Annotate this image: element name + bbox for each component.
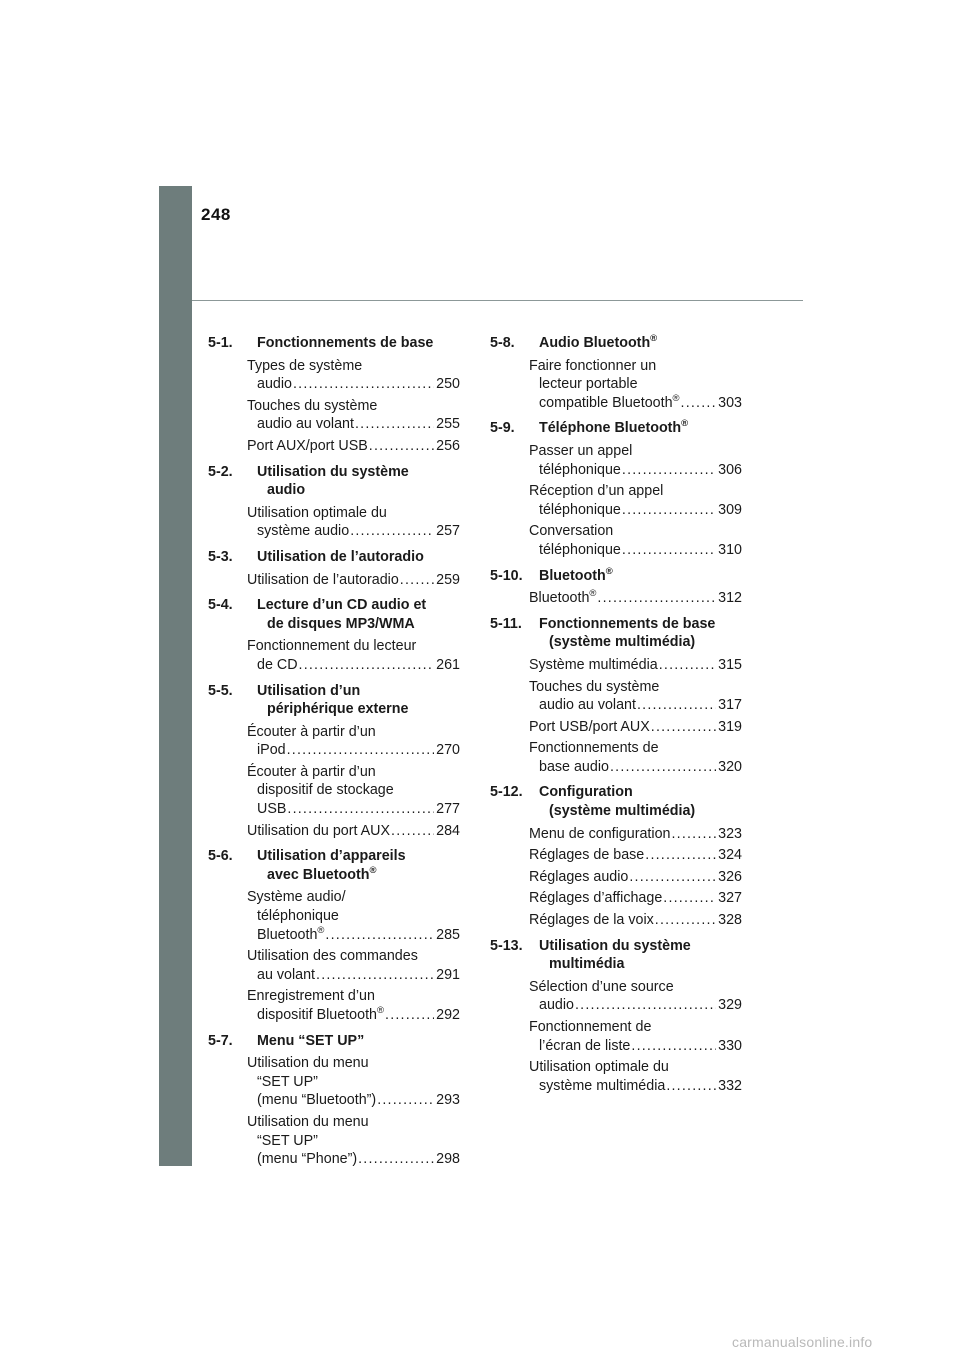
section-title-line: Téléphone Bluetooth® (539, 418, 689, 437)
entry-leader-line (529, 656, 742, 675)
entry-text-line: Réglages d’affichage (529, 890, 663, 907)
dot-leader (659, 656, 716, 675)
dot-leader (325, 926, 434, 945)
dot-leader (663, 889, 716, 908)
toc-entry[interactable] (490, 522, 742, 559)
entry-leader-line (529, 825, 742, 844)
toc-entry[interactable] (490, 1018, 742, 1055)
entry-text-line: “SET UP” (257, 1132, 318, 1149)
entry-text-line: audio (257, 376, 292, 393)
toc-entry[interactable] (208, 723, 460, 760)
entry-leader-line (529, 541, 742, 560)
section-title-line: Utilisation du système (539, 937, 691, 954)
entry-leader-line (247, 375, 460, 394)
page-ref[interactable]: 285 (436, 926, 460, 943)
toc-entry[interactable] (490, 978, 742, 1015)
section-number: 5-3. (208, 548, 233, 565)
dot-leader (597, 589, 716, 608)
dot-leader (681, 394, 717, 413)
entry-text-line: dispositif de stockage (257, 782, 394, 799)
page-ref[interactable]: 303 (718, 394, 742, 411)
entry-text-line: système audio (257, 523, 350, 540)
entry-leader-line (529, 911, 742, 930)
section-heading (490, 937, 742, 974)
toc-section (490, 783, 742, 929)
page-ref[interactable]: 270 (436, 742, 460, 759)
entry-text-line: Types de système (247, 357, 363, 374)
entry-leader-line (247, 1091, 460, 1110)
toc-section (490, 334, 742, 412)
entry-text-line: Réglages de base (529, 847, 645, 864)
section-title-line: Fonctionnements de base (539, 615, 716, 632)
toc-section (208, 682, 460, 841)
toc-column-left (208, 334, 460, 1176)
toc-entry[interactable] (208, 397, 460, 434)
section-heading (490, 419, 742, 438)
dot-leader (610, 758, 716, 777)
page-ref[interactable]: 326 (718, 868, 742, 885)
entry-text-line: téléphonique (257, 908, 339, 925)
dot-leader (629, 868, 716, 887)
entry-text-line: téléphonique (539, 501, 621, 518)
toc-section (490, 937, 742, 1096)
page-ref[interactable]: 261 (436, 656, 460, 673)
toc-entry[interactable] (490, 739, 742, 776)
page-ref[interactable]: 256 (436, 437, 460, 454)
page-ref[interactable]: 292 (436, 1007, 460, 1023)
dot-leader (666, 1077, 716, 1096)
page-ref[interactable]: 330 (718, 1037, 742, 1054)
entry-text-line: (menu “Phone”) (257, 1151, 358, 1168)
page-ref[interactable]: 310 (718, 541, 742, 558)
section-number: 5-8. (490, 335, 515, 351)
entry-text-line: au volant (257, 966, 316, 983)
registered-mark: ® (650, 333, 658, 344)
page-ref[interactable]: 320 (718, 758, 742, 775)
section-heading (208, 1032, 460, 1051)
toc-entry[interactable] (208, 504, 460, 541)
page-ref[interactable]: 250 (436, 376, 460, 393)
entry-text-line: Menu de configuration (529, 825, 671, 842)
section-number: 5-4. (208, 597, 233, 614)
toc-entry[interactable] (208, 763, 460, 819)
page-ref[interactable]: 257 (436, 523, 460, 540)
toc-section (208, 1032, 460, 1169)
entry-text-line: USB (257, 801, 287, 818)
entry-text-line: Touches du système (247, 397, 378, 414)
section-number: 5-6. (208, 848, 233, 865)
entry-text-line: l’écran de liste (539, 1037, 631, 1054)
entry-text-line: Faire fonctionner un (529, 357, 657, 374)
section-number: 5-1. (208, 335, 233, 351)
dot-leader (385, 1006, 434, 1025)
section-number: 5-13. (490, 937, 523, 954)
dot-leader (358, 1150, 434, 1169)
entry-text-line: dispositif Bluetooth® (257, 1005, 385, 1023)
section-heading (490, 783, 742, 820)
watermark-text: carmanualsonline.info (732, 1334, 873, 1350)
page-ref[interactable]: 328 (718, 912, 742, 929)
dot-leader (293, 375, 434, 394)
toc-section (208, 463, 460, 541)
page-ref[interactable]: 293 (436, 1092, 460, 1109)
entry-text-line: Système audio/ (247, 889, 346, 906)
entry-leader-line (529, 846, 742, 865)
entry-text-line: Utilisation optimale du (247, 504, 387, 521)
entry-text-line: Réception d’un appel (529, 483, 664, 500)
registered-mark: ® (589, 588, 597, 600)
toc-entry[interactable] (208, 822, 460, 841)
entry-text-line: Utilisation de l’autoradio (247, 571, 399, 588)
entry-leader-line (529, 718, 742, 737)
dot-leader (299, 656, 435, 675)
section-heading (490, 615, 742, 652)
entry-leader-line (529, 758, 742, 777)
toc-section (208, 548, 460, 589)
page-ref[interactable]: 277 (436, 801, 460, 818)
page-ref[interactable]: 323 (718, 825, 742, 842)
entry-leader-line (247, 1006, 460, 1025)
toc-section (490, 615, 742, 777)
entry-text-line: Passer un appel (529, 442, 633, 459)
entry-text-line: Bluetooth® (529, 588, 597, 607)
page-ref[interactable]: 291 (436, 966, 460, 983)
registered-mark: ® (377, 1005, 385, 1016)
entry-leader-line (247, 741, 460, 760)
section-number: 5-10. (490, 567, 523, 584)
section-number: 5-2. (208, 463, 233, 480)
toc-section (208, 596, 460, 674)
toc-entry[interactable] (208, 987, 460, 1024)
toc-section (490, 567, 742, 608)
entry-text-line: Sélection d’une source (529, 978, 674, 995)
registered-mark: ® (317, 924, 325, 936)
dot-leader (622, 461, 716, 480)
entry-leader-line (247, 656, 460, 675)
section-heading (208, 596, 460, 633)
toc-entry[interactable] (490, 589, 742, 608)
entry-text-line: Écouter à partir d’un (247, 763, 376, 780)
registered-mark: ® (605, 565, 613, 577)
toc-entry[interactable] (490, 889, 742, 908)
page-ref[interactable]: 306 (718, 461, 742, 478)
section-number: 5-5. (208, 682, 233, 699)
page-ref[interactable]: 315 (718, 656, 742, 673)
registered-mark: ® (672, 392, 680, 404)
entry-text-line: Port AUX/port USB (247, 437, 368, 454)
entry-leader-line (247, 800, 460, 819)
section-title-line: Bluetooth® (539, 565, 613, 584)
dot-leader (287, 741, 435, 760)
section-heading (490, 567, 742, 586)
dot-leader (622, 541, 716, 560)
dot-leader (637, 696, 716, 715)
section-title-line: Utilisation d’appareils (257, 848, 406, 865)
entry-text-line: “SET UP” (257, 1073, 318, 1090)
page-number: 248 (201, 205, 231, 224)
section-heading (208, 548, 460, 567)
section-title-line: Configuration (539, 784, 633, 801)
section-heading (490, 334, 742, 353)
entry-leader-line (247, 966, 460, 985)
toc-entry[interactable] (490, 868, 742, 887)
section-number: 5-7. (208, 1032, 233, 1049)
toc-entry[interactable] (490, 442, 742, 479)
page-ref[interactable]: 324 (718, 847, 742, 864)
dot-leader (316, 966, 434, 985)
section-title-line: (système multimédia) (549, 803, 696, 820)
entry-leader-line (247, 822, 460, 841)
entry-leader-line (247, 437, 460, 456)
toc-entry[interactable] (208, 1054, 460, 1110)
entry-text-line: audio (539, 997, 574, 1014)
toc-section (208, 334, 460, 456)
entry-text-line: de CD (257, 656, 298, 673)
dot-leader (350, 522, 434, 541)
toc-entry[interactable] (208, 571, 460, 590)
entry-leader-line (529, 394, 742, 413)
section-title-line: de disques MP3/WMA (267, 615, 415, 632)
entry-text-line: compatible Bluetooth® (539, 392, 680, 411)
registered-mark: ® (681, 418, 689, 430)
dot-leader (287, 800, 434, 819)
entry-text-line: Conversation (529, 523, 614, 540)
entry-leader-line (529, 1037, 742, 1056)
dot-leader (631, 1037, 716, 1056)
entry-text-line: lecteur portable (539, 376, 638, 393)
page-ref[interactable]: 259 (436, 571, 460, 588)
page-ref[interactable]: 327 (718, 890, 742, 907)
entry-text-line: (menu “Bluetooth”) (257, 1092, 377, 1109)
dot-leader (645, 846, 716, 865)
section-title-line: Menu “SET UP” (257, 1032, 365, 1049)
toc-section (208, 847, 460, 1024)
section-title-line: Utilisation du système (257, 463, 409, 480)
toc-column-right (490, 334, 742, 1102)
header-divider (192, 300, 803, 301)
page-ref[interactable]: 319 (718, 718, 742, 735)
page-ref[interactable]: 329 (718, 997, 742, 1014)
dot-leader (369, 437, 434, 456)
page-ref[interactable]: 332 (718, 1077, 742, 1094)
page-ref[interactable]: 312 (718, 590, 742, 607)
toc-entry[interactable] (490, 718, 742, 737)
entry-leader-line (247, 926, 460, 945)
entry-leader-line (529, 889, 742, 908)
section-number: 5-11. (490, 615, 522, 632)
toc-section (490, 419, 742, 559)
section-title-line: Fonctionnements de base (257, 335, 434, 351)
dot-leader (655, 911, 716, 930)
toc-entry[interactable] (490, 825, 742, 844)
entry-text-line: Système multimédia (529, 656, 658, 673)
entry-leader-line (529, 1077, 742, 1096)
toc-entry[interactable] (208, 947, 460, 984)
dot-leader (651, 718, 716, 737)
dot-leader (671, 825, 716, 844)
toc-entry[interactable] (208, 357, 460, 394)
section-heading (208, 682, 460, 719)
page-ref[interactable]: 284 (436, 822, 460, 839)
toc-entry[interactable] (208, 437, 460, 456)
section-title-line: audio (267, 482, 306, 499)
toc-entry[interactable] (490, 1058, 742, 1095)
entry-leader-line (529, 868, 742, 887)
section-heading (208, 334, 460, 353)
section-title-line: périphérique externe (267, 701, 409, 718)
dot-leader (355, 415, 434, 434)
section-title-line: Audio Bluetooth® (539, 333, 658, 351)
section-title-line: Utilisation de l’autoradio (257, 548, 424, 565)
entry-text-line: Touches du système (529, 678, 660, 695)
entry-text-line: téléphonique (539, 461, 621, 478)
entry-leader-line (529, 501, 742, 520)
entry-text-line: Utilisation du menu (247, 1055, 369, 1072)
entry-text-line: système multimédia (539, 1077, 666, 1094)
entry-leader-line (247, 571, 460, 590)
entry-leader-line (529, 996, 742, 1015)
section-heading (208, 847, 460, 884)
dot-leader (391, 822, 434, 841)
entry-text-line: iPod (257, 742, 286, 759)
entry-leader-line (247, 1150, 460, 1169)
section-title-line: (système multimédia) (549, 634, 696, 651)
toc-entry[interactable] (490, 911, 742, 930)
dot-leader (400, 571, 434, 590)
toc-entry[interactable] (490, 482, 742, 519)
entry-text-line: téléphonique (539, 541, 621, 558)
section-heading (208, 463, 460, 500)
entry-text-line: Utilisation du menu (247, 1113, 369, 1130)
toc-entry[interactable] (208, 888, 460, 944)
toc-entry[interactable] (490, 357, 742, 413)
page-ref[interactable]: 298 (436, 1151, 460, 1168)
toc-entry[interactable] (208, 637, 460, 674)
entry-text-line: Utilisation des commandes (247, 948, 418, 965)
entry-text-line: audio au volant (257, 416, 354, 433)
entry-text-line: Enregistrement d’un (247, 988, 375, 1005)
toc-entry[interactable] (208, 1113, 460, 1169)
entry-text-line: Port USB/port AUX (529, 718, 650, 735)
entry-text-line: Fonctionnement du lecteur (247, 638, 417, 655)
chapter-sidebar-band (159, 186, 192, 1166)
entry-leader-line (529, 696, 742, 715)
page-ref[interactable]: 317 (718, 697, 742, 714)
entry-text-line: Utilisation du port AUX (247, 822, 391, 839)
section-title-line: Lecture d’un CD audio et (257, 597, 427, 614)
registered-mark: ® (369, 864, 377, 876)
section-title-line: multimédia (549, 956, 625, 973)
page-ref[interactable]: 309 (718, 501, 742, 518)
entry-leader-line (247, 522, 460, 541)
toc-entry[interactable] (490, 656, 742, 675)
entry-leader-line (529, 589, 742, 608)
dot-leader (377, 1091, 434, 1110)
toc-entry[interactable] (490, 846, 742, 865)
entry-text-line: Réglages de la voix (529, 912, 654, 929)
entry-leader-line (529, 461, 742, 480)
section-title-line: avec Bluetooth® (267, 864, 377, 883)
section-title-line: Utilisation d’un (257, 682, 361, 699)
entry-leader-line (247, 415, 460, 434)
entry-text-line: Fonctionnements de (529, 740, 659, 757)
entry-text-line: Utilisation optimale du (529, 1059, 669, 1076)
dot-leader (622, 501, 716, 520)
entry-text-line: audio au volant (539, 697, 636, 714)
entry-text-line: base audio (539, 758, 609, 775)
entry-text-line: Réglages audio (529, 868, 629, 885)
entry-text-line: Fonctionnement de (529, 1019, 652, 1035)
entry-text-line: Écouter à partir d’un (247, 723, 376, 740)
section-number: 5-9. (490, 420, 515, 437)
dot-leader (575, 996, 716, 1015)
toc-entry[interactable] (490, 678, 742, 715)
page-ref[interactable]: 255 (436, 416, 460, 433)
entry-text-line: Bluetooth® (257, 924, 325, 943)
section-number: 5-12. (490, 784, 523, 801)
